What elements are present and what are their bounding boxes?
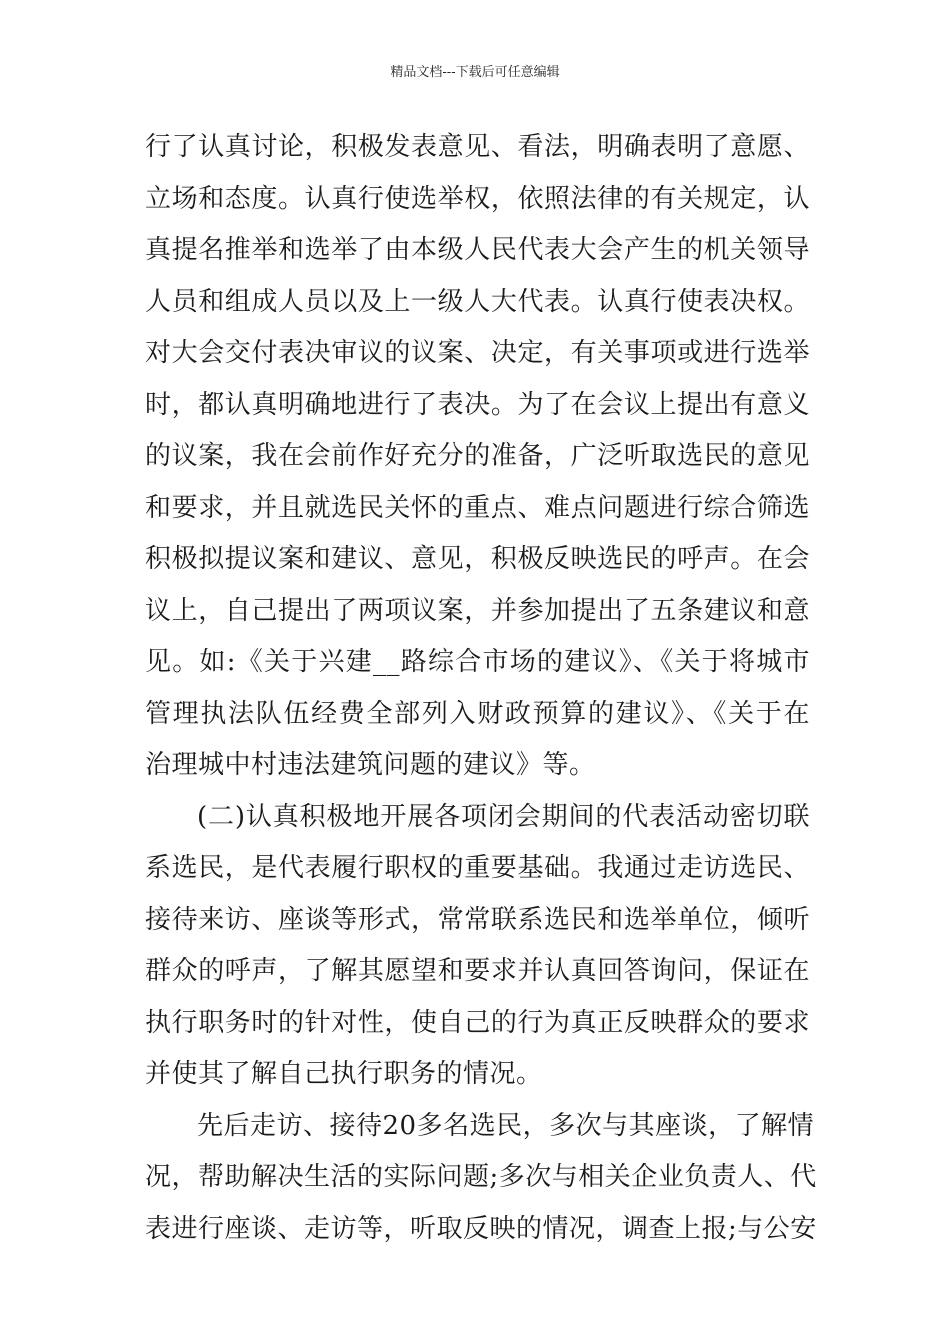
text-line: 的议案，我在会前作好充分的准备，广泛听取选民的意见 bbox=[145, 441, 810, 471]
page-header: 精品文档---下载后可任意编辑 bbox=[390, 65, 560, 80]
text-line: 议上，自己提出了两项议案，并参加提出了五条建议和意 bbox=[145, 595, 810, 626]
text-line: 对大会交付表决审议的议案、决定，有关事项或进行选举 bbox=[145, 338, 810, 368]
text-line: 并使其了解自己执行职务的情况。 bbox=[145, 1059, 543, 1089]
text-line: 执行职务时的针对性，使自己的行为真正反映群众的要求 bbox=[145, 1007, 810, 1038]
text-line: 人员和组成人员以及上一级人大代表。认真行使表决权。 bbox=[145, 286, 810, 317]
text-line: 立场和态度。认真行使选举权，依照法律的有关规定，认 bbox=[145, 183, 810, 214]
text-line: 治理城中村违法建筑问题的建议》等。 bbox=[145, 750, 596, 780]
text-line: 管理执法队伍经费全部列入财政预算的建议》、《关于在 bbox=[145, 698, 810, 729]
text-line: 系选民，是代表履行职权的重要基础。我通过走访选民、 bbox=[145, 853, 810, 883]
text-line: 见。如:《关于兴建__路综合市场的建议》、《关于将城市 bbox=[145, 647, 810, 677]
text-line: 真提名推举和选举了由本级人民代表大会产生的机关领导 bbox=[145, 235, 810, 265]
paragraph-first-line: (二)认真积极地开展各项闭会期间的代表活动密切联 bbox=[197, 801, 810, 832]
text-line: 时，都认真明确地进行了表决。为了在会议上提出有意义 bbox=[145, 389, 810, 420]
text-line: 和要求，并且就选民关怀的重点、难点问题进行综合筛选 bbox=[145, 492, 810, 523]
text-line: 积极拟提议案和建议、意见，积极反映选民的呼声。在会 bbox=[145, 544, 810, 574]
document-body bbox=[145, 128, 817, 1261]
text-line: 群众的呼声，了解其愿望和要求并认真回答询问，保证在 bbox=[145, 956, 810, 986]
text-line: 表进行座谈、走访等，听取反映的情况，调查上报;与公安 bbox=[145, 1213, 817, 1244]
text-line: 况，帮助解决生活的实际问题;多次与相关企业负责人、代 bbox=[145, 1162, 817, 1192]
text-line: 接待来访、座谈等形式，常常联系选民和选举单位，倾听 bbox=[145, 904, 810, 935]
text-line: 行了认真讨论，积极发表意见、看法，明确表明了意愿、 bbox=[145, 132, 810, 162]
paragraph-first-line: 先后走访、接待20多名选民，多次与其座谈，了解情 bbox=[197, 1110, 815, 1141]
